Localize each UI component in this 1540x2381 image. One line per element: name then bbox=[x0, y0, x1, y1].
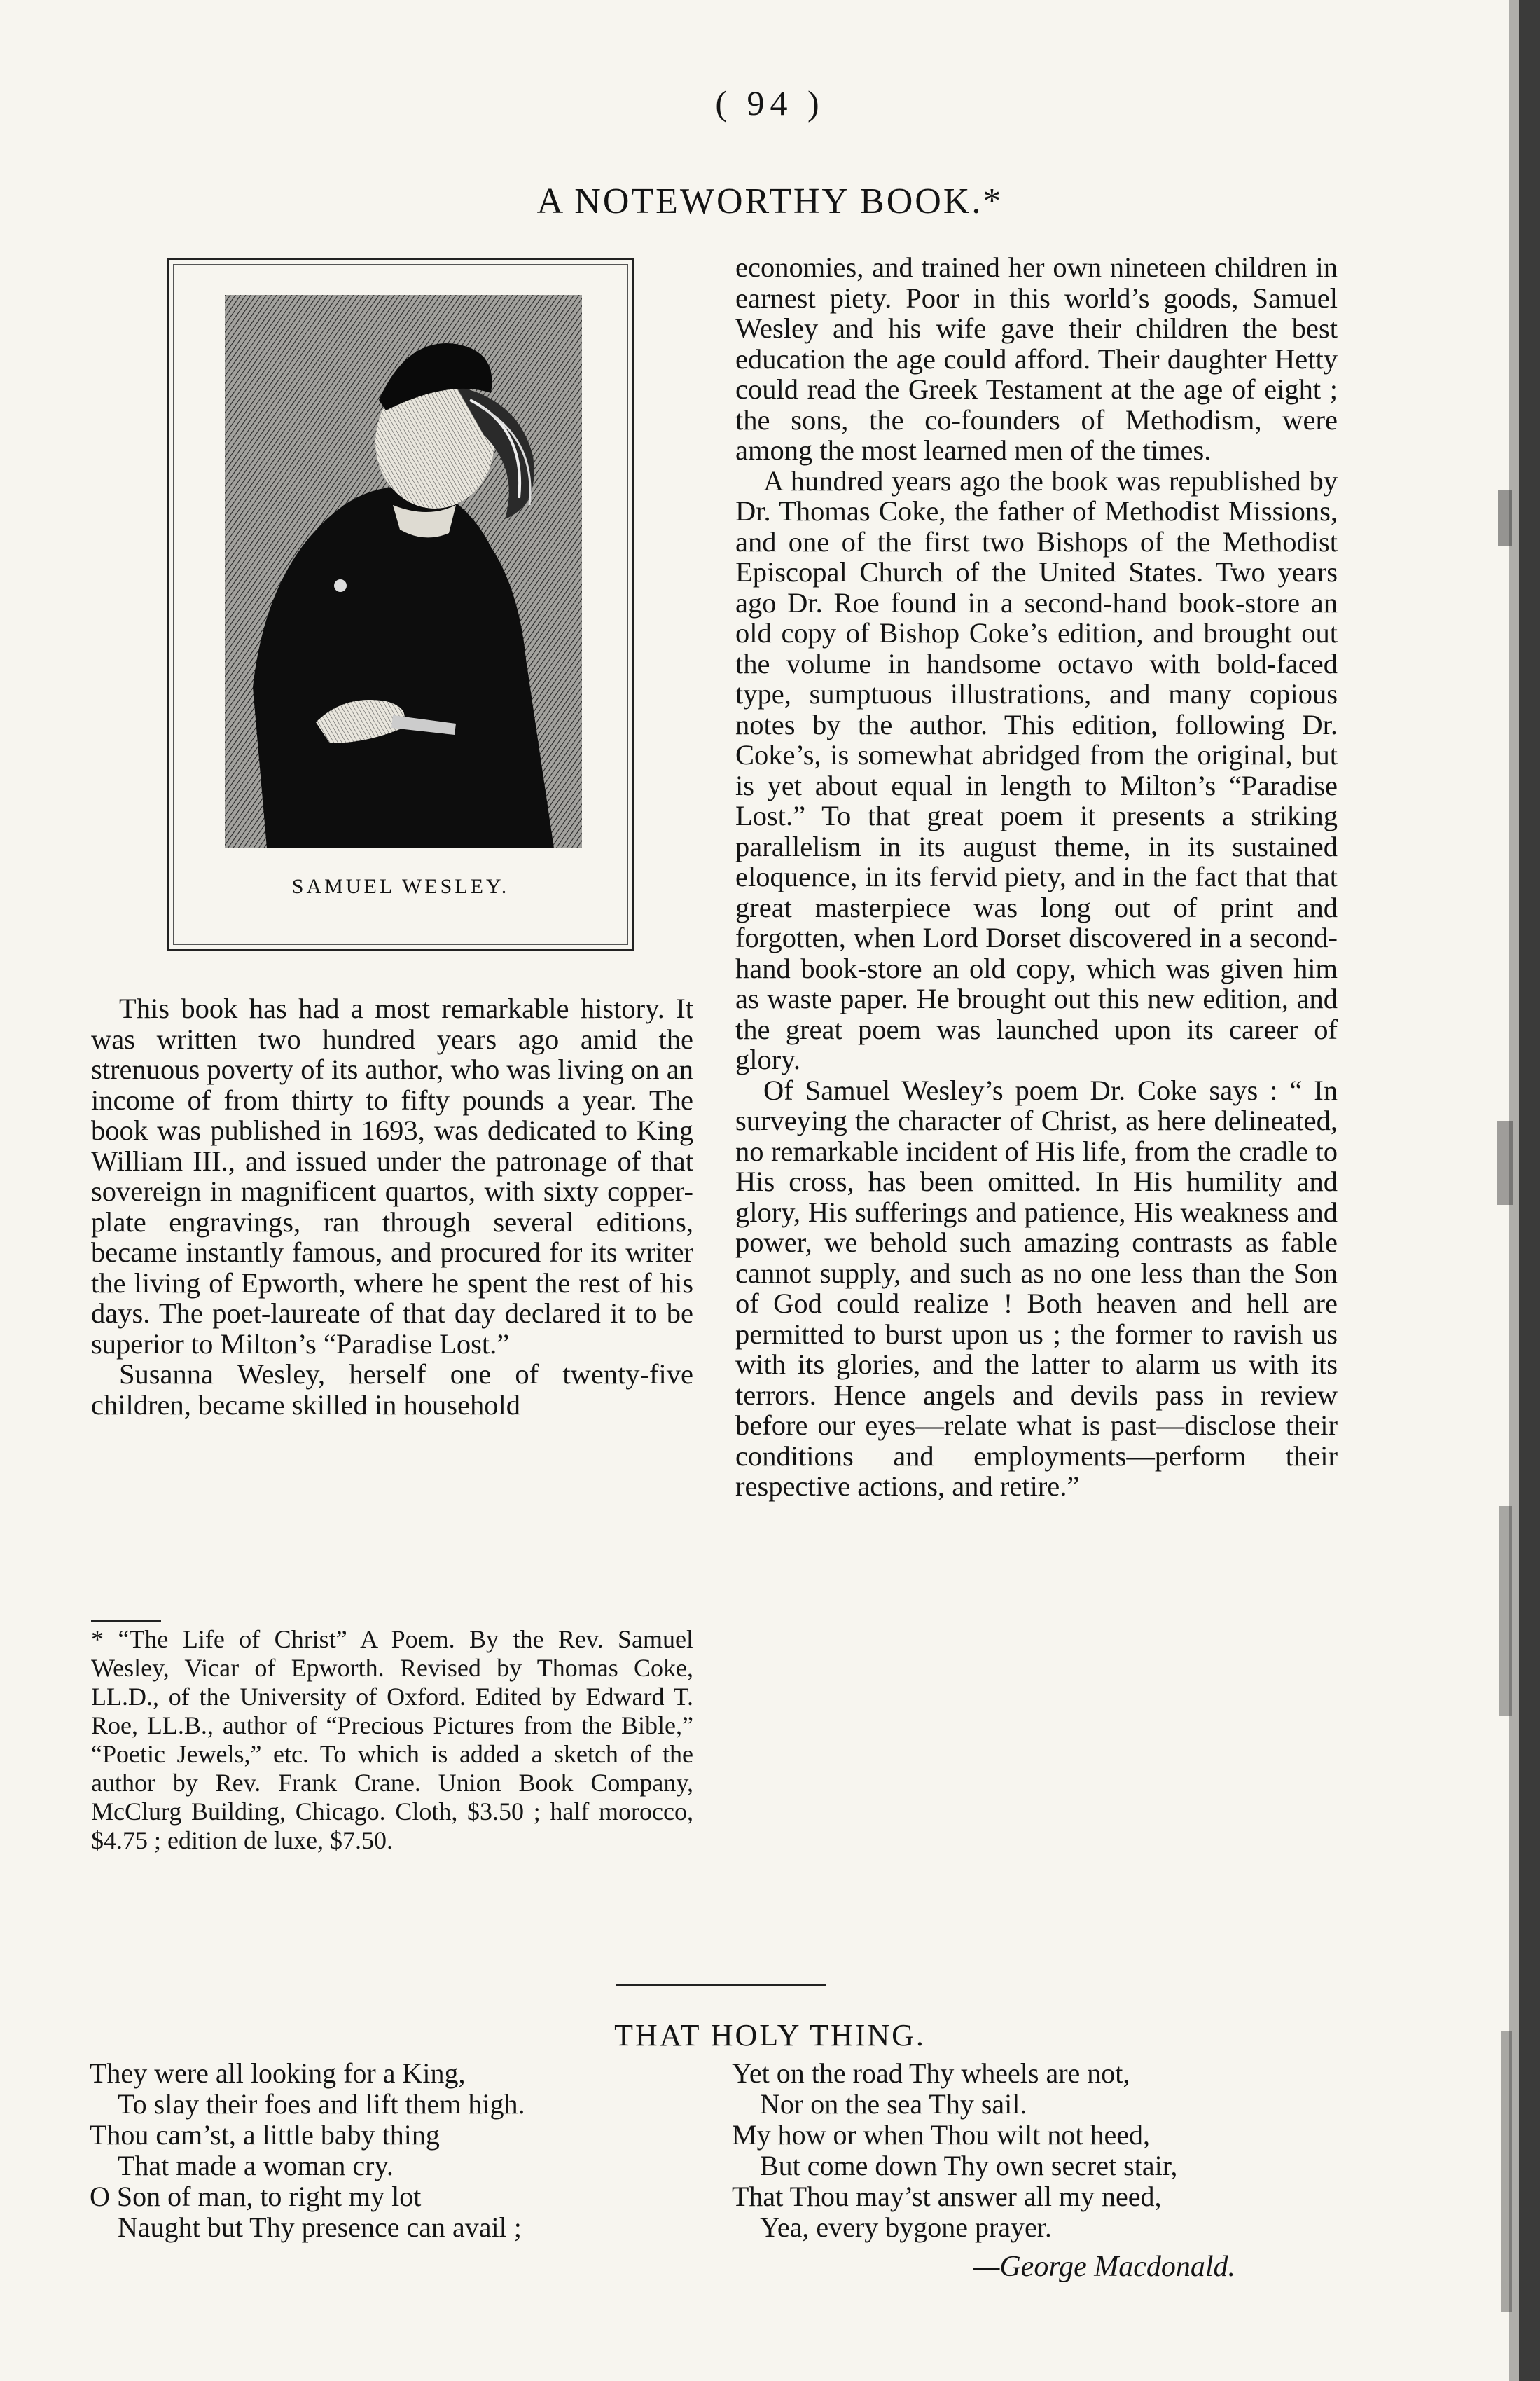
poem-attribution: —George Macdonald. bbox=[973, 2251, 1236, 2283]
portrait-caption: SAMUEL WESLEY. bbox=[291, 875, 510, 898]
poem-line: Nor on the sea Thy sail. bbox=[760, 2088, 1027, 2120]
poem-line: O Son of man, to right my lot bbox=[90, 2181, 422, 2212]
article-left-column bbox=[91, 993, 693, 1420]
portrait-frame bbox=[167, 258, 634, 951]
page-edge-scan-artifact bbox=[1484, 0, 1540, 2381]
poem-line: That Thou may’st answer all my need, bbox=[732, 2181, 1162, 2212]
paragraph: Susanna Wesley, herself one of twenty-five children, became skilled in household bbox=[91, 1358, 693, 1421]
poem-line: They were all looking for a King, bbox=[90, 2057, 466, 2089]
poem-line: That made a woman cry. bbox=[118, 2150, 394, 2181]
poem-line: Yea, every bygone prayer. bbox=[760, 2211, 1052, 2243]
poem-stanza-left bbox=[90, 2058, 525, 2243]
section-divider bbox=[616, 1984, 826, 1986]
poem-title: THAT HOLY THING. bbox=[614, 2018, 926, 2052]
poem-line: Yet on the road Thy wheels are not, bbox=[732, 2057, 1130, 2089]
paragraph: This book has had a most remarkable history. It was written two hundred years ago amid the strenuous poverty of its author, who was living on an income of from thirty to fifty pounds a year. The book was published in 1693, was dedicated to King William III., and issued under the patronage of that sovereign in magnificent quartos, with sixty copper-plate engravings, ran through several editions, became instantly famous, and procured for its writer the living of Epworth, where he spent the rest of his days. The poet-laureate of that day declared it to be superior to Milton’s “Paradise Lost.” bbox=[91, 993, 694, 1360]
article-right-column bbox=[735, 252, 1338, 1502]
poem-line: My how or when Thou wilt not heed, bbox=[732, 2119, 1150, 2151]
poem-stanza-right bbox=[732, 2058, 1177, 2243]
poem-line: Naught but Thy presence can avail ; bbox=[118, 2211, 522, 2243]
page-number: ( 94 ) bbox=[715, 83, 825, 123]
poem-line: To slay their foes and lift them high. bbox=[118, 2088, 525, 2120]
article-title: A NOTEWORTHY BOOK.* bbox=[536, 181, 1004, 221]
paragraph: economies, and trained her own nineteen children in earnest piety. Poor in this world’s goods, Samuel Wesley and his wife gave their children the best education the age could afford. Their daughter Hetty could read the Greek Testament at the age of eight ; the sons, the co-founders of Methodism, were among the most learned men of the times. bbox=[735, 251, 1338, 466]
poem-line: But come down Thy own secret stair, bbox=[760, 2150, 1178, 2181]
footnote-rule bbox=[91, 1620, 161, 1622]
paragraph: A hundred years ago the book was republished by Dr. Thomas Coke, the father of Methodist Missions, and one of the first two Bishops of the Methodist Episcopal Church of the United States. Two years ago Dr. Roe found in a second-hand book-store an old copy of Bishop Coke’s edition, and brought out the volume in handsome octavo with bold-faced type, sumptuous illustrations, and many copious notes by the author. This edition, following Dr. Coke’s, is somewhat abridged from the original, but is yet about equal in length to Milton’s “Paradise Lost.” To that great poem it presents a striking parallelism in its august theme, in its sustained eloquence, in its fervid piety, and in the fact that that great masterpiece was long out of print and forgotten, when Lord Dorset discovered in a second-hand book-store an old copy, which was given him as waste paper. He brought out this new edition, and the great poem was launched upon its career of glory. bbox=[735, 464, 1338, 1075]
footnote: * “The Life of Christ” A Poem. By the Rev. Samuel Wesley, Vicar of Epworth. Revised by Thomas Coke, LL.D., of the University of Oxford. Edited by Edward T. Roe, LL.B., author of “Precious Pictures from the Bible,” “Poetic Jewels,” etc. To which is added a sketch of the author by Rev. Frank Crane. Union Book Company, McClurg Building, Chicago. Cloth, $3.50 ; half morocco, $4.75 ; edition de luxe, $7.50. bbox=[91, 1625, 693, 1854]
paragraph: Of Samuel Wesley’s poem Dr. Coke says : “ In surveying the character of Christ, as here delineated, no remarkable incident of His life, from the cradle to His cross, has been omitted. In His humility and glory, His sufferings and patience, His weakness and power, we behold such amazing contrasts as fable cannot supply, and such as no one less than the Son of God could realize ! Both heaven and hell are permitted to burst upon us ; the former to ravish us with its glories, and the latter to alarm us with its terrors. Hence angels and devils pass in review before our eyes—relate what is past—disclose their conditions and employments—perform their respective actions, and retire.” bbox=[735, 1074, 1338, 1502]
poem-line: Thou cam’st, a little baby thing bbox=[90, 2119, 440, 2151]
portrait-engraving bbox=[225, 295, 582, 848]
